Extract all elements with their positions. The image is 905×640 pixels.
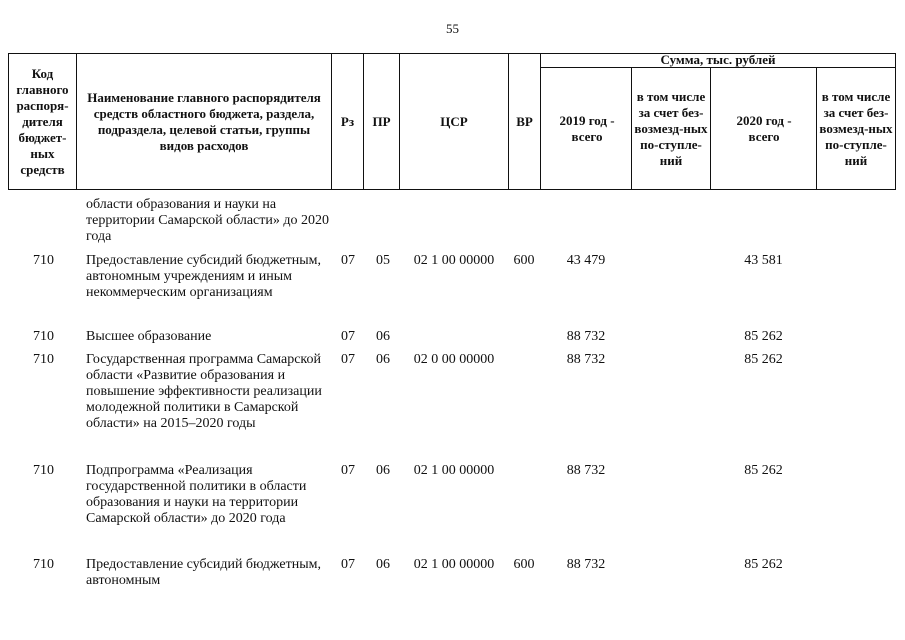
row-5-pr: 06 [376,557,390,572]
row-3-csr: 02 0 00 00000 [413,352,495,367]
row-4-pr: 06 [376,463,390,478]
row-1-vr: 600 [513,253,535,268]
row-4-2019: 88 732 [566,463,606,478]
table-header [8,53,896,189]
row-1-rz: 07 [341,253,355,268]
row-2-name: Высшее образование [86,329,212,344]
header-2020-total: 2020 год - всего [736,112,792,144]
header-vr: ВР [516,113,533,129]
row-0-name: области образования и науки на территории Самарской области» до 2020 года [86,197,329,244]
row-5-code: 710 [33,557,54,572]
header-2019-total: 2019 год - всего [559,112,615,144]
row-2-pr: 06 [376,329,390,344]
header-2020-free: в том числе за счет без-возмезд-ных по-ступле-ний [819,88,893,168]
row-5-name: Предоставление субсидий бюджетным, автономным [86,557,322,588]
row-4-code: 710 [33,463,54,478]
row-4-name: Подпрограмма «Реализация государственной политики в области образования и науки на территории Самарской области» до 2020 года [86,463,307,526]
row-1-name: Предоставление субсидий бюджетным, автономным учреждениям и иным некоммерческим организациям [86,253,322,300]
row-1-csr: 02 1 00 00000 [413,253,495,268]
header-pr: ПР [372,113,391,129]
header-sum: Сумма, тыс. рублей [660,52,776,67]
row-1-code: 710 [33,253,54,268]
row-2-2019: 88 732 [566,329,606,344]
header-csr: ЦСР [440,113,468,129]
header-rz: Рз [340,113,355,129]
row-4-2020: 85 262 [744,463,783,478]
row-5-2019: 88 732 [566,557,606,572]
row-4-rz: 07 [341,463,355,478]
header-code: Код главного распоря-дителя бюджет-ных средств [16,65,69,177]
row-5-rz: 07 [341,557,355,572]
row-3-2020: 85 262 [744,352,783,367]
row-2-code: 710 [33,329,54,344]
row-3-2019: 88 732 [566,352,606,367]
row-3-name: Государственная программа Самарской области «Развитие образования и повышение эффективности реализации молодежной политики в Самарской области» на 2015–2020 годы [86,352,322,431]
row-3-rz: 07 [341,352,355,367]
row-2-2020: 85 262 [744,329,783,344]
row-5-2020: 85 262 [744,557,783,572]
row-1-2020: 43 581 [744,253,783,268]
row-4-csr: 02 1 00 00000 [413,463,495,478]
row-2-rz: 07 [341,329,355,344]
row-5-csr: 02 1 00 00000 [413,557,495,572]
row-1-pr: 05 [376,253,390,268]
row-1-2019: 43 479 [566,253,606,268]
row-5-vr: 600 [513,557,535,572]
row-3-code: 710 [33,352,54,367]
row-3-pr: 06 [376,352,390,367]
header-name: Наименование главного распорядителя средств областного бюджета, раздела, подраздела, целевой статьи, группы видов расходов [87,89,321,153]
page-number: 55 [446,21,459,36]
header-2019-free: в том числе за счет без-возмезд-ных по-ступле-ний [634,88,708,168]
